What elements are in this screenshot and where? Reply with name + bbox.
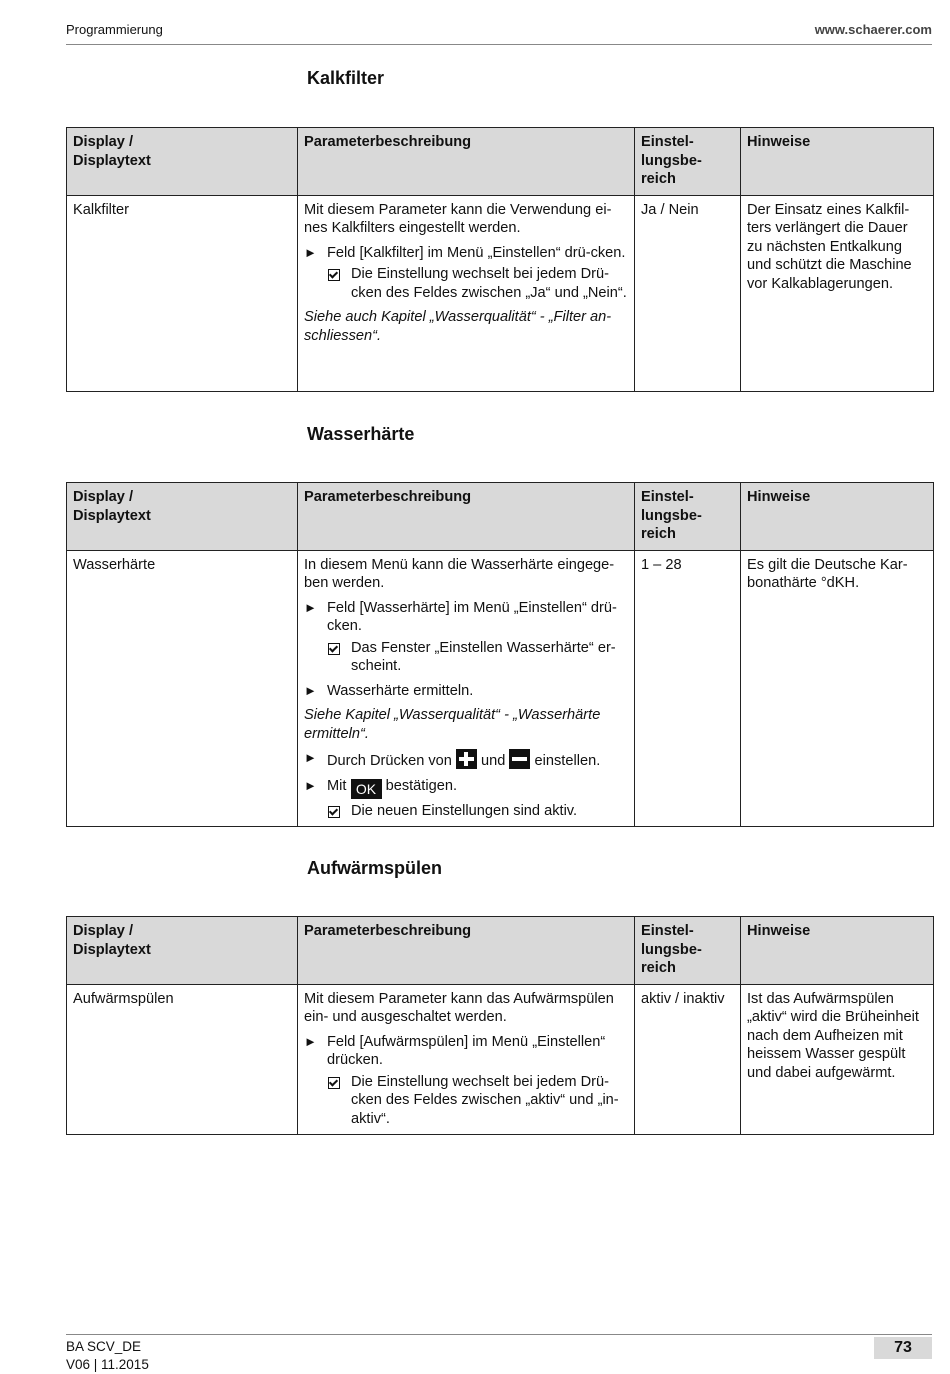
cell-description bbox=[298, 550, 635, 827]
cross-reference-note: Siehe auch Kapitel „Wasserqualität“ - „Filter an-schliessen“. bbox=[304, 309, 612, 344]
step-text: bestätigen. bbox=[385, 777, 457, 794]
instruction-step bbox=[304, 682, 628, 701]
step-text: Feld [Aufwärmspülen] im Menü „Einstellen“ drücken. bbox=[327, 1033, 606, 1068]
table-row bbox=[67, 195, 934, 391]
column-header-notes: Hinweise bbox=[741, 128, 934, 196]
column-header-description: Parameterbeschreibung bbox=[298, 483, 635, 551]
instruction-result bbox=[304, 802, 628, 821]
arrow-right-icon: ► bbox=[304, 244, 317, 260]
table-row bbox=[67, 984, 934, 1135]
parameter-table-wasserhaerte bbox=[66, 482, 934, 827]
cell-range: Ja / Nein bbox=[635, 195, 741, 391]
description-intro: In diesem Menü kann die Wasserhärte eingege-ben werden. bbox=[304, 556, 615, 591]
checkbox-checked-icon bbox=[328, 1077, 340, 1089]
cell-range: 1 – 28 bbox=[635, 550, 741, 827]
arrow-right-icon: ► bbox=[304, 777, 317, 793]
checkbox-checked-icon bbox=[328, 269, 340, 281]
cell-display: Wasserhärte bbox=[67, 550, 298, 827]
page-header bbox=[66, 20, 932, 45]
arrow-right-icon: ► bbox=[304, 682, 317, 698]
column-header-description: Parameterbeschreibung bbox=[298, 917, 635, 985]
header-chapter: Programmierung bbox=[66, 22, 163, 37]
result-text: Die Einstellung wechselt bei jedem Drü-cken des Feldes zwischen „aktiv“ und „in-aktiv“. bbox=[351, 1073, 619, 1127]
step-text: Feld [Wasserhärte] im Menü „Einstellen“ drü-cken. bbox=[327, 599, 617, 634]
step-text: Mit bbox=[327, 777, 347, 794]
column-header-notes: Hinweise bbox=[741, 917, 934, 985]
cell-display: Kalkfilter bbox=[67, 195, 298, 391]
checkbox-checked-icon bbox=[328, 806, 340, 818]
cross-reference-note: Siehe Kapitel „Wasserqualität“ - „Wasserhärte ermitteln“. bbox=[304, 707, 601, 742]
instruction-result bbox=[304, 1073, 628, 1129]
instruction-step bbox=[304, 244, 628, 263]
cell-notes: Ist das Aufwärmspülen „aktiv“ wird die Brüheinheit nach dem Aufheizen mit heissem Wasser gespült und dabei aufgewärmt. bbox=[741, 984, 934, 1135]
column-header-display: Display / Displaytext bbox=[67, 128, 298, 196]
column-header-description: Parameterbeschreibung bbox=[298, 128, 635, 196]
step-text: und bbox=[481, 753, 506, 769]
footer-version: V06 | 11.2015 bbox=[66, 1357, 149, 1372]
cell-notes: Es gilt die Deutsche Kar-bonathärte °dKH. bbox=[741, 550, 934, 827]
table-header-row bbox=[67, 128, 934, 196]
table-row bbox=[67, 550, 934, 827]
column-header-range: Einstel- lungsbe- reich bbox=[635, 917, 741, 985]
instruction-result bbox=[304, 639, 628, 676]
header-website: www.schaerer.com bbox=[814, 22, 932, 37]
parameter-table-aufwaermspuelen bbox=[66, 916, 934, 1135]
cell-description bbox=[298, 195, 635, 391]
arrow-right-icon: ► bbox=[304, 1033, 317, 1049]
description-intro: Mit diesem Parameter kann die Verwendung ei-nes Kalkfilters eingestellt werden. bbox=[304, 201, 612, 236]
instruction-step bbox=[304, 777, 628, 799]
step-text: Durch Drücken von bbox=[327, 753, 452, 769]
cell-range: aktiv / inaktiv bbox=[635, 984, 741, 1135]
footer-doc-id: BA SCV_DE bbox=[66, 1339, 142, 1354]
instruction-result bbox=[304, 265, 628, 302]
result-text: Die Einstellung wechselt bei jedem Drü-cken des Feldes zwischen „Ja“ und „Nein“. bbox=[351, 266, 627, 301]
column-header-display: Display / Displaytext bbox=[67, 917, 298, 985]
column-header-range: Einstel- lungsbe- reich bbox=[635, 483, 741, 551]
cell-display: Aufwärmspülen bbox=[67, 984, 298, 1135]
arrow-right-icon: ► bbox=[304, 599, 317, 615]
step-text: Feld [Kalkfilter] im Menü „Einstellen“ drü-cken. bbox=[327, 244, 626, 261]
arrow-right-icon: ► bbox=[304, 750, 317, 765]
column-header-display: Display / Displaytext bbox=[67, 483, 298, 551]
column-header-notes: Hinweise bbox=[741, 483, 934, 551]
page-number: 73 bbox=[874, 1337, 932, 1359]
plus-button-icon bbox=[456, 749, 477, 769]
section-title-aufwaermspuelen: Aufwärmspülen bbox=[307, 858, 443, 878]
instruction-step bbox=[304, 749, 628, 771]
step-text: einstellen. bbox=[534, 753, 601, 769]
checkbox-checked-icon bbox=[328, 643, 340, 655]
result-text: Das Fenster „Einstellen Wasserhärte“ er-scheint. bbox=[351, 639, 616, 674]
cell-description bbox=[298, 984, 635, 1135]
description-intro: Mit diesem Parameter kann das Aufwärmspülen ein- und ausgeschaltet werden. bbox=[304, 990, 614, 1025]
parameter-table-kalkfilter bbox=[66, 127, 934, 392]
minus-button-icon bbox=[509, 749, 530, 769]
result-text: Die neuen Einstellungen sind aktiv. bbox=[351, 802, 578, 819]
table-header-row bbox=[67, 917, 934, 985]
table-header-row bbox=[67, 483, 934, 551]
instruction-step bbox=[304, 1033, 628, 1070]
section-title-kalkfilter: Kalkfilter bbox=[307, 68, 385, 88]
cell-notes: Der Einsatz eines Kalkfil-ters verlängert die Dauer zu nächsten Entkalkung und schützt die Maschine vor Kalkablagerungen. bbox=[741, 195, 934, 391]
page-footer bbox=[66, 1334, 932, 1372]
instruction-step bbox=[304, 599, 628, 636]
step-text: Wasserhärte ermitteln. bbox=[327, 682, 474, 699]
ok-button-icon: OK bbox=[351, 779, 382, 799]
section-title-wasserhaerte: Wasserhärte bbox=[307, 424, 415, 444]
footer-doc-info bbox=[66, 1338, 149, 1374]
column-header-range: Einstel- lungsbe- reich bbox=[635, 128, 741, 196]
